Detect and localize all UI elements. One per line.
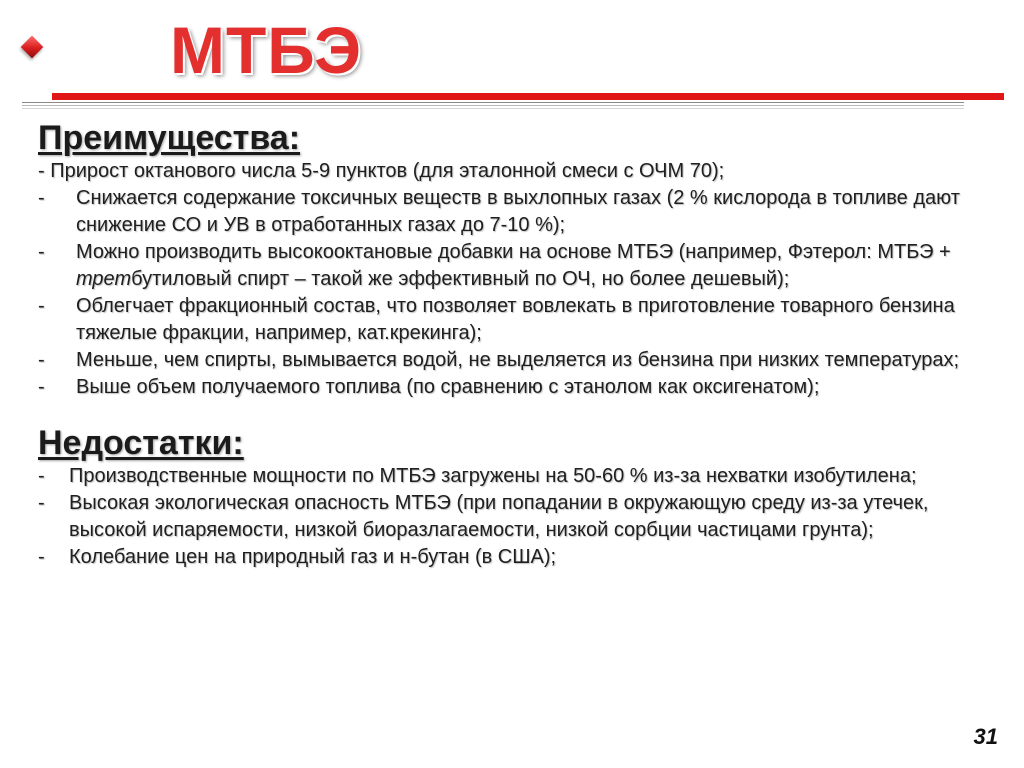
section-spacer xyxy=(38,401,988,423)
title-underline-thin xyxy=(22,105,964,106)
disadvantages-list xyxy=(38,463,988,571)
list-item-italic-text: трет xyxy=(76,268,132,290)
disadvantages-section xyxy=(38,423,988,571)
page-number: 31 xyxy=(973,724,998,749)
list-item-text: бутиловый спирт – такой же эффективный по ОЧ, но более дешевый); xyxy=(131,268,790,290)
advantages-list xyxy=(38,185,988,401)
bullet-dash: - xyxy=(38,349,45,371)
list-item xyxy=(38,185,988,239)
slide-content xyxy=(38,118,988,571)
advantages-lead-item: - Прирост октанового числа 5-9 пунктов (для эталонной смеси с ОЧМ 70); xyxy=(38,160,725,182)
bullet-dash: - xyxy=(38,465,45,487)
bullet-dash: - xyxy=(38,492,45,514)
disadvantages-heading: Недостатки: xyxy=(38,424,244,462)
list-item-text: Снижается содержание токсичных веществ в выхлопных газах (2 % кислорода в топливе дают снижение СО и УВ в отработанных газах до 7-10 %); xyxy=(76,187,960,236)
red-diamond-icon xyxy=(21,36,44,59)
advantages-section xyxy=(38,118,988,401)
bullet-dash: - xyxy=(38,376,45,398)
slide-title: МТБЭ xyxy=(170,13,363,87)
bullet-dash: - xyxy=(38,295,45,317)
list-item xyxy=(38,463,988,490)
list-item-text: Меньше, чем спирты, вымывается водой, не выделяется из бензина при низких температурах; xyxy=(76,349,960,371)
list-item-text: Колебание цен на природный газ и н-бутан (в США); xyxy=(69,546,557,568)
bullet-dash: - xyxy=(38,241,45,263)
title-underline-thin xyxy=(22,108,964,109)
list-item-text: Высокая экологическая опасность МТБЭ (при попадании в окружающую среду из-за утечек, высокой испаряемости, низкой биоразлагаемости, низкой сорбции частицами грунта); xyxy=(69,492,929,541)
list-item-text: Можно производить высокооктановые добавки на основе МТБЭ (например, Фэтерол: МТБЭ + xyxy=(76,241,951,263)
list-item xyxy=(38,293,988,347)
advantages-heading: Преимущества: xyxy=(38,119,301,157)
title-underline-red xyxy=(52,93,1004,100)
bullet-dash: - xyxy=(38,546,45,568)
list-item xyxy=(38,347,988,374)
title-underline-thin xyxy=(22,102,964,103)
list-item xyxy=(38,490,988,544)
list-item-text: Выше объем получаемого топлива (по сравнению с этанолом как оксигенатом); xyxy=(76,376,820,398)
bullet-dash: - xyxy=(38,187,45,209)
list-item xyxy=(38,374,988,401)
list-item-text: Производственные мощности по МТБЭ загружены на 50-60 % из-за нехватки изобутилена; xyxy=(69,465,917,487)
list-item-text: Облегчает фракционный состав, что позволяет вовлекать в приготовление товарного бензина тяжелые фракции, например, кат.крекинга); xyxy=(76,295,955,344)
list-item xyxy=(38,544,988,571)
list-item xyxy=(38,239,988,293)
